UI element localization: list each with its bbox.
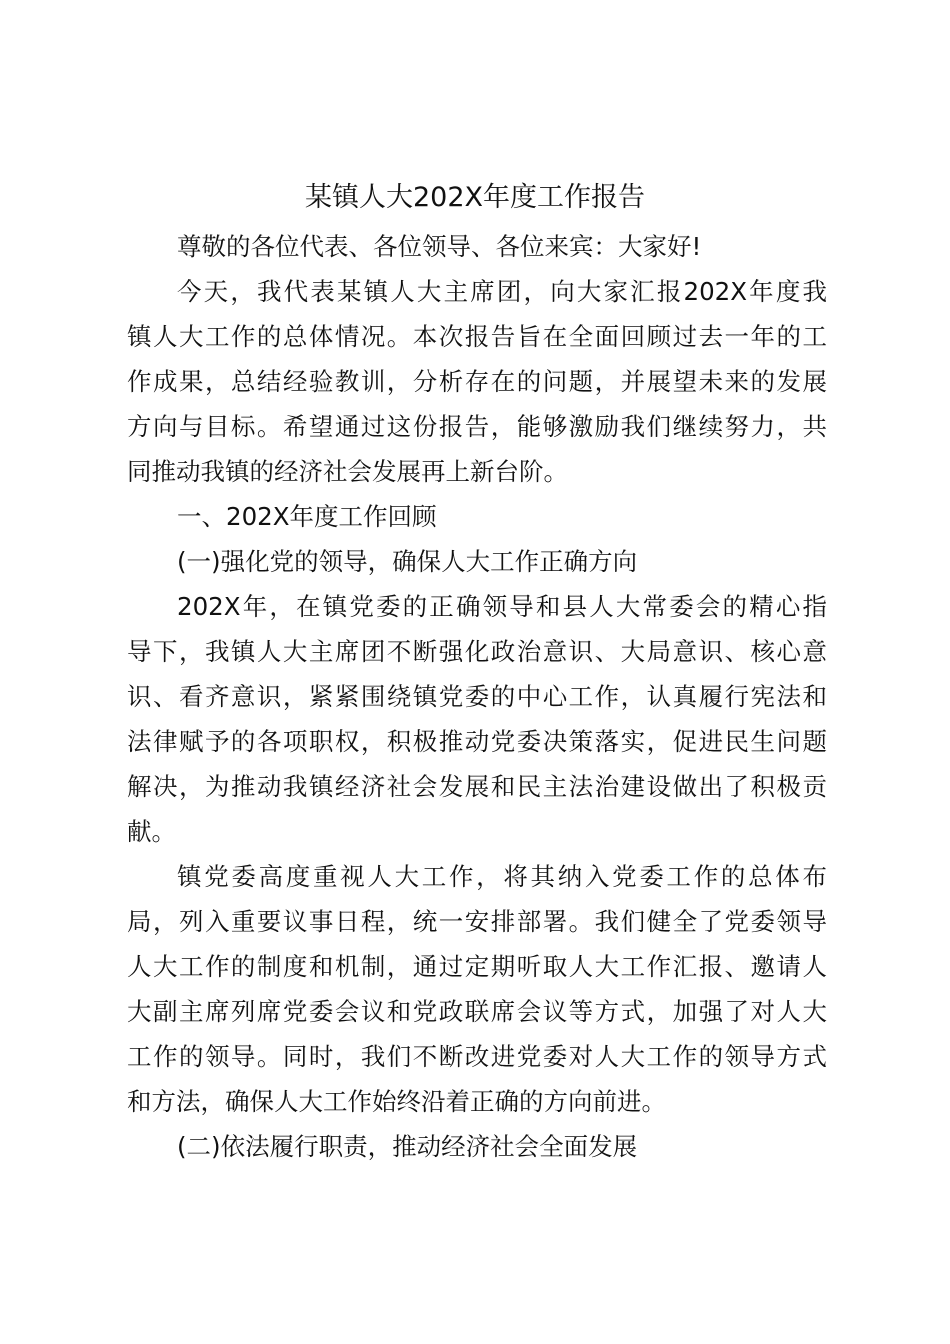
paragraph-line: 法律赋予的各项职权，积极推动党委决策落实，促进民生问题 bbox=[127, 727, 827, 756]
paragraph-line: 大副主席列席党委会议和党政联席会议等方式，加强了对人大 bbox=[127, 997, 827, 1026]
document-title: 某镇人大202X年度工作报告 bbox=[304, 182, 646, 213]
paragraph-line: 导下，我镇人大主席团不断强化政治意识、大局意识、核心意 bbox=[127, 637, 827, 666]
paragraph-line: 解决，为推动我镇经济社会发展和民主法治建设做出了积极贡 bbox=[127, 772, 827, 801]
paragraph-line: 同推动我镇的经济社会发展再上新台阶。 bbox=[127, 457, 568, 486]
paragraph-line: 作成果，总结经验教训，分析存在的问题，并展望未来的发展 bbox=[127, 367, 827, 396]
greeting-line: 尊敬的各位代表、各位领导、各位来宾：大家好! bbox=[177, 232, 702, 261]
paragraph-line: 局，列入重要议事日程，统一安排部署。我们健全了党委领导 bbox=[127, 907, 827, 936]
paragraph-line: 202X年，在镇党委的正确领导和县人大常委会的精心指 bbox=[177, 592, 827, 621]
paragraph-line: 献。 bbox=[127, 817, 176, 846]
paragraph-line: 识、看齐意识，紧紧围绕镇党委的中心工作，认真履行宪法和 bbox=[127, 682, 827, 711]
paragraph-line: 方向与目标。希望通过这份报告，能够激励我们继续努力，共 bbox=[127, 412, 827, 441]
subsection-heading: (二)依法履行职责，推动经济社会全面发展 bbox=[177, 1132, 638, 1161]
subsection-heading: (一)强化党的领导，确保人大工作正确方向 bbox=[177, 547, 638, 576]
document-body bbox=[127, 224, 827, 1169]
paragraph-line: 人大工作的制度和机制，通过定期听取人大工作汇报、邀请人 bbox=[127, 952, 827, 981]
section-heading: 一、202X年度工作回顾 bbox=[177, 502, 437, 531]
paragraph-line: 镇人大工作的总体情况。本次报告旨在全面回顾过去一年的工 bbox=[127, 322, 827, 351]
paragraph-line: 今天，我代表某镇人大主席团，向大家汇报202X年度我 bbox=[177, 277, 827, 306]
paragraph-line: 工作的领导。同时，我们不断改进党委对人大工作的领导方式 bbox=[127, 1042, 827, 1071]
paragraph-line: 和方法，确保人大工作始终沿着正确的方向前进。 bbox=[127, 1087, 666, 1116]
paragraph-line: 镇党委高度重视人大工作，将其纳入党委工作的总体布 bbox=[177, 862, 827, 891]
